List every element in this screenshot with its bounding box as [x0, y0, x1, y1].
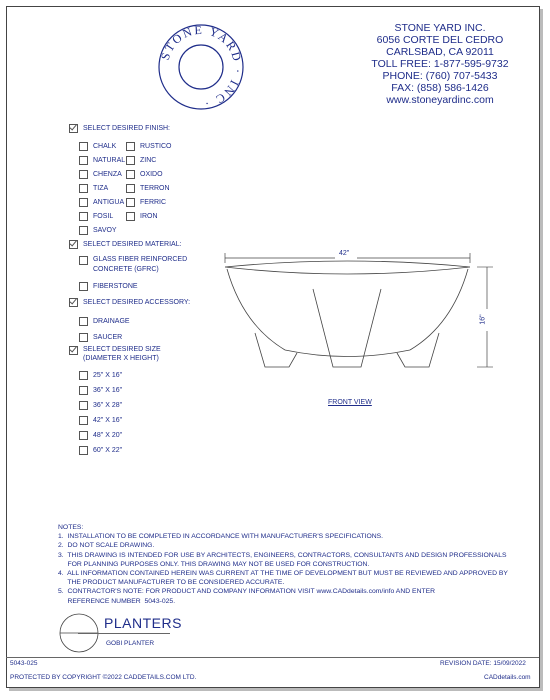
company-info [360, 22, 520, 106]
checkbox[interactable] [126, 184, 135, 193]
finish-option[interactable] [126, 181, 172, 195]
size-header[interactable] [69, 345, 161, 363]
accessory-option-label: DRAINAGE [93, 317, 130, 325]
material-option-label-line1: GLASS FIBER REINFORCED [93, 256, 188, 263]
checkbox[interactable] [79, 333, 88, 342]
material-option-label-line2: CONCRETE (GFRC) [93, 266, 159, 273]
size-option[interactable] [79, 428, 122, 443]
finish-option[interactable] [79, 181, 125, 195]
checkbox[interactable] [79, 198, 88, 207]
size-option[interactable] [79, 398, 122, 413]
checkbox[interactable] [79, 226, 88, 235]
note-line: 4. ALL INFORMATION CONTAINED HEREIN WAS CURRENT AT THE TIME OF DEVELOPMENT BUT MUST BE REVIEWED AND APPROVED BY [58, 570, 508, 578]
size-option-label: 36" X 28" [93, 402, 123, 409]
size-options [79, 368, 122, 458]
checkbox[interactable] [79, 446, 88, 455]
size-option[interactable] [79, 443, 122, 458]
size-option[interactable] [79, 368, 122, 383]
size-header-label [83, 345, 161, 363]
checkbox[interactable] [79, 212, 88, 221]
finish-option-label: TERRON [140, 184, 170, 192]
note-line: 3. THIS DRAWING IS INTENDED FOR USE BY ARCHITECTS, ENGINEERS, CONTRACTORS, CONSULTANTS AND DESIGN PROFESSIONALS [58, 551, 507, 559]
finish-option[interactable] [79, 209, 125, 223]
size-option-label: 42" X 16" [93, 417, 123, 424]
finish-option-label: FERRIC [140, 198, 167, 206]
drawing-title: PLANTERS [104, 615, 182, 631]
title-underline [78, 633, 170, 634]
material-option-fiberstone[interactable] [79, 282, 138, 291]
finish-option[interactable] [126, 153, 172, 167]
size-option[interactable] [79, 383, 122, 398]
checkbox[interactable] [79, 156, 88, 165]
notes-block [58, 523, 528, 606]
note-line: 1. INSTALLATION TO BE COMPLETED IN ACCORDANCE WITH MANUFACTURER'S SPECIFICATIONS. [58, 533, 384, 541]
finish-header-checkbox[interactable] [69, 124, 78, 133]
finish-option-label: CHENZA [93, 170, 122, 178]
finish-option[interactable] [126, 195, 172, 209]
accessory-option[interactable] [79, 313, 130, 329]
size-header-line1: SELECT DESIRED SIZE [83, 346, 161, 353]
size-option-label: 48" X 20" [93, 432, 123, 439]
note-line: FOR PLANNING PURPOSES ONLY. THIS DRAWING MAY NOT BE USED FOR CONSTRUCTION. [58, 560, 370, 568]
finish-option-label: NATURAL [93, 156, 126, 164]
checkbox[interactable] [79, 386, 88, 395]
finish-col-2 [126, 139, 172, 223]
finish-option-label: RUSTICO [140, 142, 172, 150]
finish-header-label: SELECT DESIRED FINISH: [83, 125, 171, 132]
brand-link[interactable]: CADdetails.com [484, 674, 531, 681]
checkbox[interactable] [79, 317, 88, 326]
finish-option-label: OXIDO [140, 170, 163, 178]
finish-option[interactable] [126, 167, 172, 181]
size-option-label: 36" X 16" [93, 387, 123, 394]
finish-header[interactable] [69, 124, 170, 133]
accessory-header[interactable] [69, 298, 190, 307]
finish-option-label: SAVOY [93, 226, 117, 234]
svg-text:STONE YARD · INC ·: STONE YARD · INC · [157, 22, 246, 111]
company-address-2: CARLSBAD, CA 92011 [386, 46, 494, 58]
accessory-options [79, 313, 130, 345]
planter-front-view [215, 245, 505, 385]
checkbox[interactable] [79, 282, 88, 291]
company-tollfree: TOLL FREE: 1-877-595-9732 [371, 58, 509, 70]
finish-option[interactable] [79, 223, 125, 237]
finish-option[interactable] [126, 139, 172, 153]
finish-option[interactable] [79, 139, 125, 153]
accessory-header-label: SELECT DESIRED ACCESSORY: [83, 299, 191, 306]
material-option-gfrc[interactable] [79, 255, 187, 275]
material-header-checkbox[interactable] [69, 240, 78, 249]
accessory-option[interactable] [79, 329, 130, 345]
note-line: THE PRODUCT MANUFACTURER TO BE CONSIDERED ACCURATE. [58, 579, 285, 587]
company-fax: FAX: (858) 586-1426 [391, 82, 489, 94]
material-header[interactable] [69, 240, 182, 249]
material-header-label: SELECT DESIRED MATERIAL: [83, 241, 182, 248]
accessory-option-label: SAUCER [93, 333, 123, 341]
company-name: STONE YARD INC. [394, 22, 486, 34]
drawing-number: 5043-025 [10, 660, 38, 667]
size-option-label: 25" X 16" [93, 372, 123, 379]
stone-yard-logo [156, 22, 246, 112]
footer-divider [6, 657, 539, 658]
finish-option[interactable] [79, 153, 125, 167]
checkbox[interactable] [79, 184, 88, 193]
copyright: PROTECTED BY COPYRIGHT ©2022 CADDETAILS.COM LTD. [10, 674, 197, 681]
finish-option[interactable] [79, 167, 125, 181]
finish-option-label: CHALK [93, 142, 117, 150]
finish-option-label: ZINC [140, 156, 157, 164]
checkbox[interactable] [79, 256, 88, 265]
checkbox[interactable] [79, 170, 88, 179]
front-view-caption: FRONT VIEW [328, 399, 372, 406]
finish-option-label: IRON [140, 212, 158, 220]
revision-date: REVISION DATE: 15/09/2022 [440, 660, 526, 667]
size-option[interactable] [79, 413, 122, 428]
accessory-header-checkbox[interactable] [69, 298, 78, 307]
checkbox[interactable] [126, 156, 135, 165]
note-line: 2. DO NOT SCALE DRAWING. [58, 542, 155, 550]
checkbox[interactable] [126, 198, 135, 207]
height-dimension: 16" [479, 314, 487, 325]
note-line: REFERENCE NUMBER 5043-025. [58, 597, 176, 605]
drawing-subtitle: GOBI PLANTER [106, 640, 155, 647]
checkbox[interactable] [79, 401, 88, 410]
width-dimension: 42" [339, 250, 350, 257]
finish-option-label: FOSIL [93, 212, 114, 220]
checkbox[interactable] [79, 142, 88, 151]
checkbox[interactable] [79, 371, 88, 380]
size-option-label: 60" X 22" [93, 447, 123, 454]
checkbox[interactable] [126, 170, 135, 179]
finish-col-1 [79, 139, 125, 237]
company-website: www.stoneyardinc.com [386, 94, 494, 106]
finish-option-label: TIZA [93, 184, 109, 192]
size-header-checkbox[interactable] [69, 346, 78, 355]
company-phone: PHONE: (760) 707-5433 [382, 70, 498, 82]
checkbox[interactable] [79, 416, 88, 425]
checkbox[interactable] [126, 212, 135, 221]
material-option-label [93, 255, 187, 275]
checkbox[interactable] [126, 142, 135, 151]
material-option-label: FIBERSTONE [93, 283, 138, 290]
finish-option[interactable] [79, 195, 125, 209]
company-address-1: 6056 CORTE DEL CEDRO [376, 34, 504, 46]
size-header-line2: (DIAMETER X HEIGHT) [83, 355, 159, 362]
note-line: 5. CONTRACTOR'S NOTE: FOR PRODUCT AND COMPANY INFORMATION VISIT www.CADdetails.com/info AND ENTER [58, 588, 436, 596]
checkbox[interactable] [79, 431, 88, 440]
notes-title: NOTES: [58, 524, 84, 531]
finish-option[interactable] [126, 209, 172, 223]
finish-option-label: ANTIGUA [93, 198, 125, 206]
